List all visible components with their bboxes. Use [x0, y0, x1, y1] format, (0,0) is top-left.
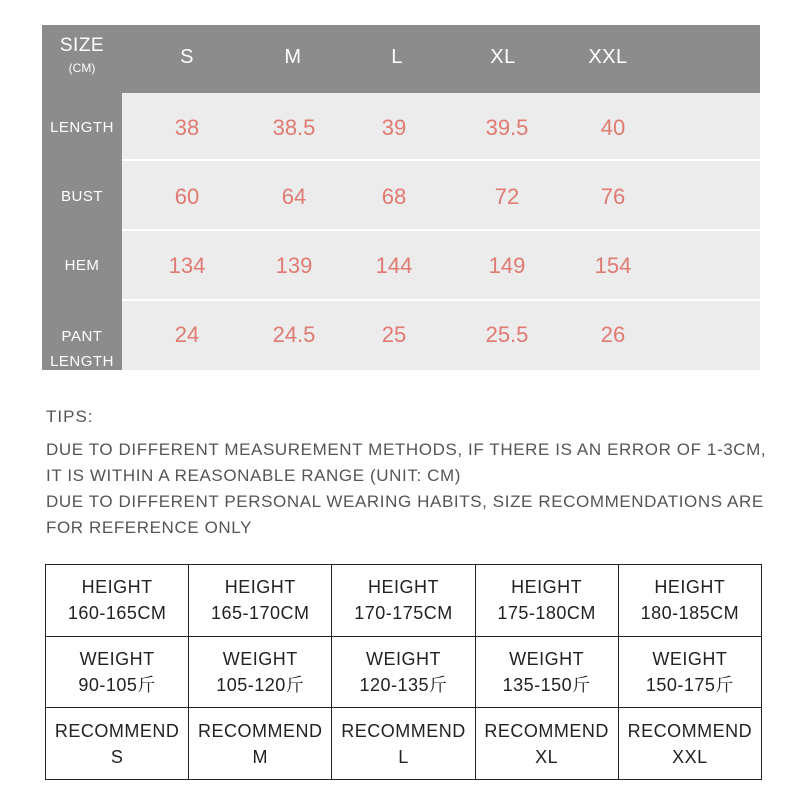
recommend-row	[46, 708, 762, 780]
recommend-cell	[46, 708, 189, 780]
height-range: 165-170CM	[211, 603, 310, 624]
hem-m: 139	[275, 253, 313, 278]
height-label: HEIGHT	[511, 577, 583, 598]
weight-label: WEIGHT	[509, 648, 585, 669]
recommend-size: XL	[535, 746, 559, 767]
recommend-label: RECOMMEND	[484, 720, 609, 741]
hem-l: 144	[375, 253, 413, 278]
weight-label: WEIGHT	[222, 648, 298, 669]
pant-length-m: 24.5	[272, 322, 316, 347]
size-column-l: L	[391, 46, 403, 68]
weight-range: 150-175斤	[645, 674, 734, 695]
recommend-size: XXL	[672, 746, 708, 767]
hem-xxl: 154	[594, 253, 632, 278]
tips-title: TIPS:	[46, 407, 94, 426]
weight-cell	[475, 636, 618, 708]
tips-line: DUE TO DIFFERENT PERSONAL WEARING HABITS, SIZE RECOMMENDATIONS ARE	[46, 492, 764, 511]
pant-length-xxl: 26	[600, 322, 626, 347]
size-column-m: M	[284, 46, 302, 68]
pant-length-xl: 25.5	[485, 322, 529, 347]
weight-cell	[618, 636, 761, 708]
weight-label: WEIGHT	[652, 648, 728, 669]
size-chart-table	[42, 25, 760, 370]
pant-length-s: 24	[174, 322, 200, 347]
height-cell	[189, 565, 332, 637]
height-range: 160-165CM	[67, 603, 167, 624]
recommend-cell	[618, 708, 761, 780]
length-s: 38	[174, 115, 200, 140]
weight-range: 105-120斤	[216, 674, 305, 695]
row-label-pant: PANT	[61, 328, 103, 345]
weight-label: WEIGHT	[79, 648, 155, 669]
height-range: 170-175CM	[354, 603, 453, 624]
weight-cell	[46, 636, 189, 708]
recommend-cell	[189, 708, 332, 780]
recommend-label: RECOMMEND	[54, 720, 180, 741]
recommend-size: S	[110, 746, 124, 767]
weight-cell	[332, 636, 475, 708]
weight-cell	[189, 636, 332, 708]
size-corner-unit: (CM)	[68, 61, 96, 75]
height-range: 180-185CM	[640, 603, 740, 624]
height-cell	[332, 565, 475, 637]
size-column-xxl: XXL	[588, 46, 628, 68]
row-divider	[122, 159, 760, 161]
height-range: 175-180CM	[497, 603, 596, 624]
bust-m: 64	[281, 184, 307, 209]
height-label: HEIGHT	[224, 577, 296, 598]
size-column-xl: XL	[490, 46, 516, 68]
bust-xxl: 76	[600, 184, 626, 209]
row-divider	[122, 229, 760, 231]
length-l: 39	[381, 115, 407, 140]
bust-l: 68	[381, 184, 407, 209]
height-cell	[46, 565, 189, 637]
recommend-size: L	[398, 746, 409, 767]
height-label: HEIGHT	[81, 577, 153, 598]
row-label-pant-length: LENGTH	[50, 353, 114, 370]
length-m: 38.5	[272, 115, 316, 140]
weight-range: 90-105斤	[78, 674, 156, 695]
weight-row	[46, 636, 762, 708]
height-label: HEIGHT	[367, 577, 439, 598]
hem-xl: 149	[488, 253, 526, 278]
hem-s: 134	[168, 253, 206, 278]
tips-line: FOR REFERENCE ONLY	[46, 518, 253, 537]
recommend-size: M	[252, 746, 269, 767]
weight-range: 120-135斤	[359, 674, 448, 695]
height-cell	[618, 565, 761, 637]
row-label-hem: HEM	[64, 257, 100, 274]
size-corner-label: SIZE	[59, 35, 105, 56]
size-column-s: S	[180, 46, 194, 68]
recommend-label: RECOMMEND	[198, 720, 323, 741]
row-label-bust: BUST	[60, 188, 103, 205]
size-header-row	[42, 25, 760, 93]
recommend-cell	[332, 708, 475, 780]
row-divider	[122, 299, 760, 301]
size-recommendation-table	[45, 564, 762, 780]
bust-xl: 72	[494, 184, 520, 209]
bust-s: 60	[174, 184, 200, 209]
row-label-length: LENGTH	[50, 119, 114, 136]
recommend-cell	[475, 708, 618, 780]
length-xxl: 40	[600, 115, 626, 140]
recommend-label: RECOMMEND	[627, 720, 753, 741]
tips-line: DUE TO DIFFERENT MEASUREMENT METHODS, IF THERE IS AN ERROR OF 1-3CM,	[46, 440, 767, 459]
height-label: HEIGHT	[654, 577, 726, 598]
tips-section	[46, 405, 766, 541]
pant-length-l: 25	[381, 322, 407, 347]
tips-line: IT IS WITHIN A REASONABLE RANGE (UNIT: CM)	[46, 466, 461, 485]
height-cell	[475, 565, 618, 637]
weight-range: 135-150斤	[502, 674, 591, 695]
height-row	[46, 565, 762, 637]
weight-label: WEIGHT	[365, 648, 441, 669]
recommend-label: RECOMMEND	[341, 720, 466, 741]
length-xl: 39.5	[485, 115, 529, 140]
